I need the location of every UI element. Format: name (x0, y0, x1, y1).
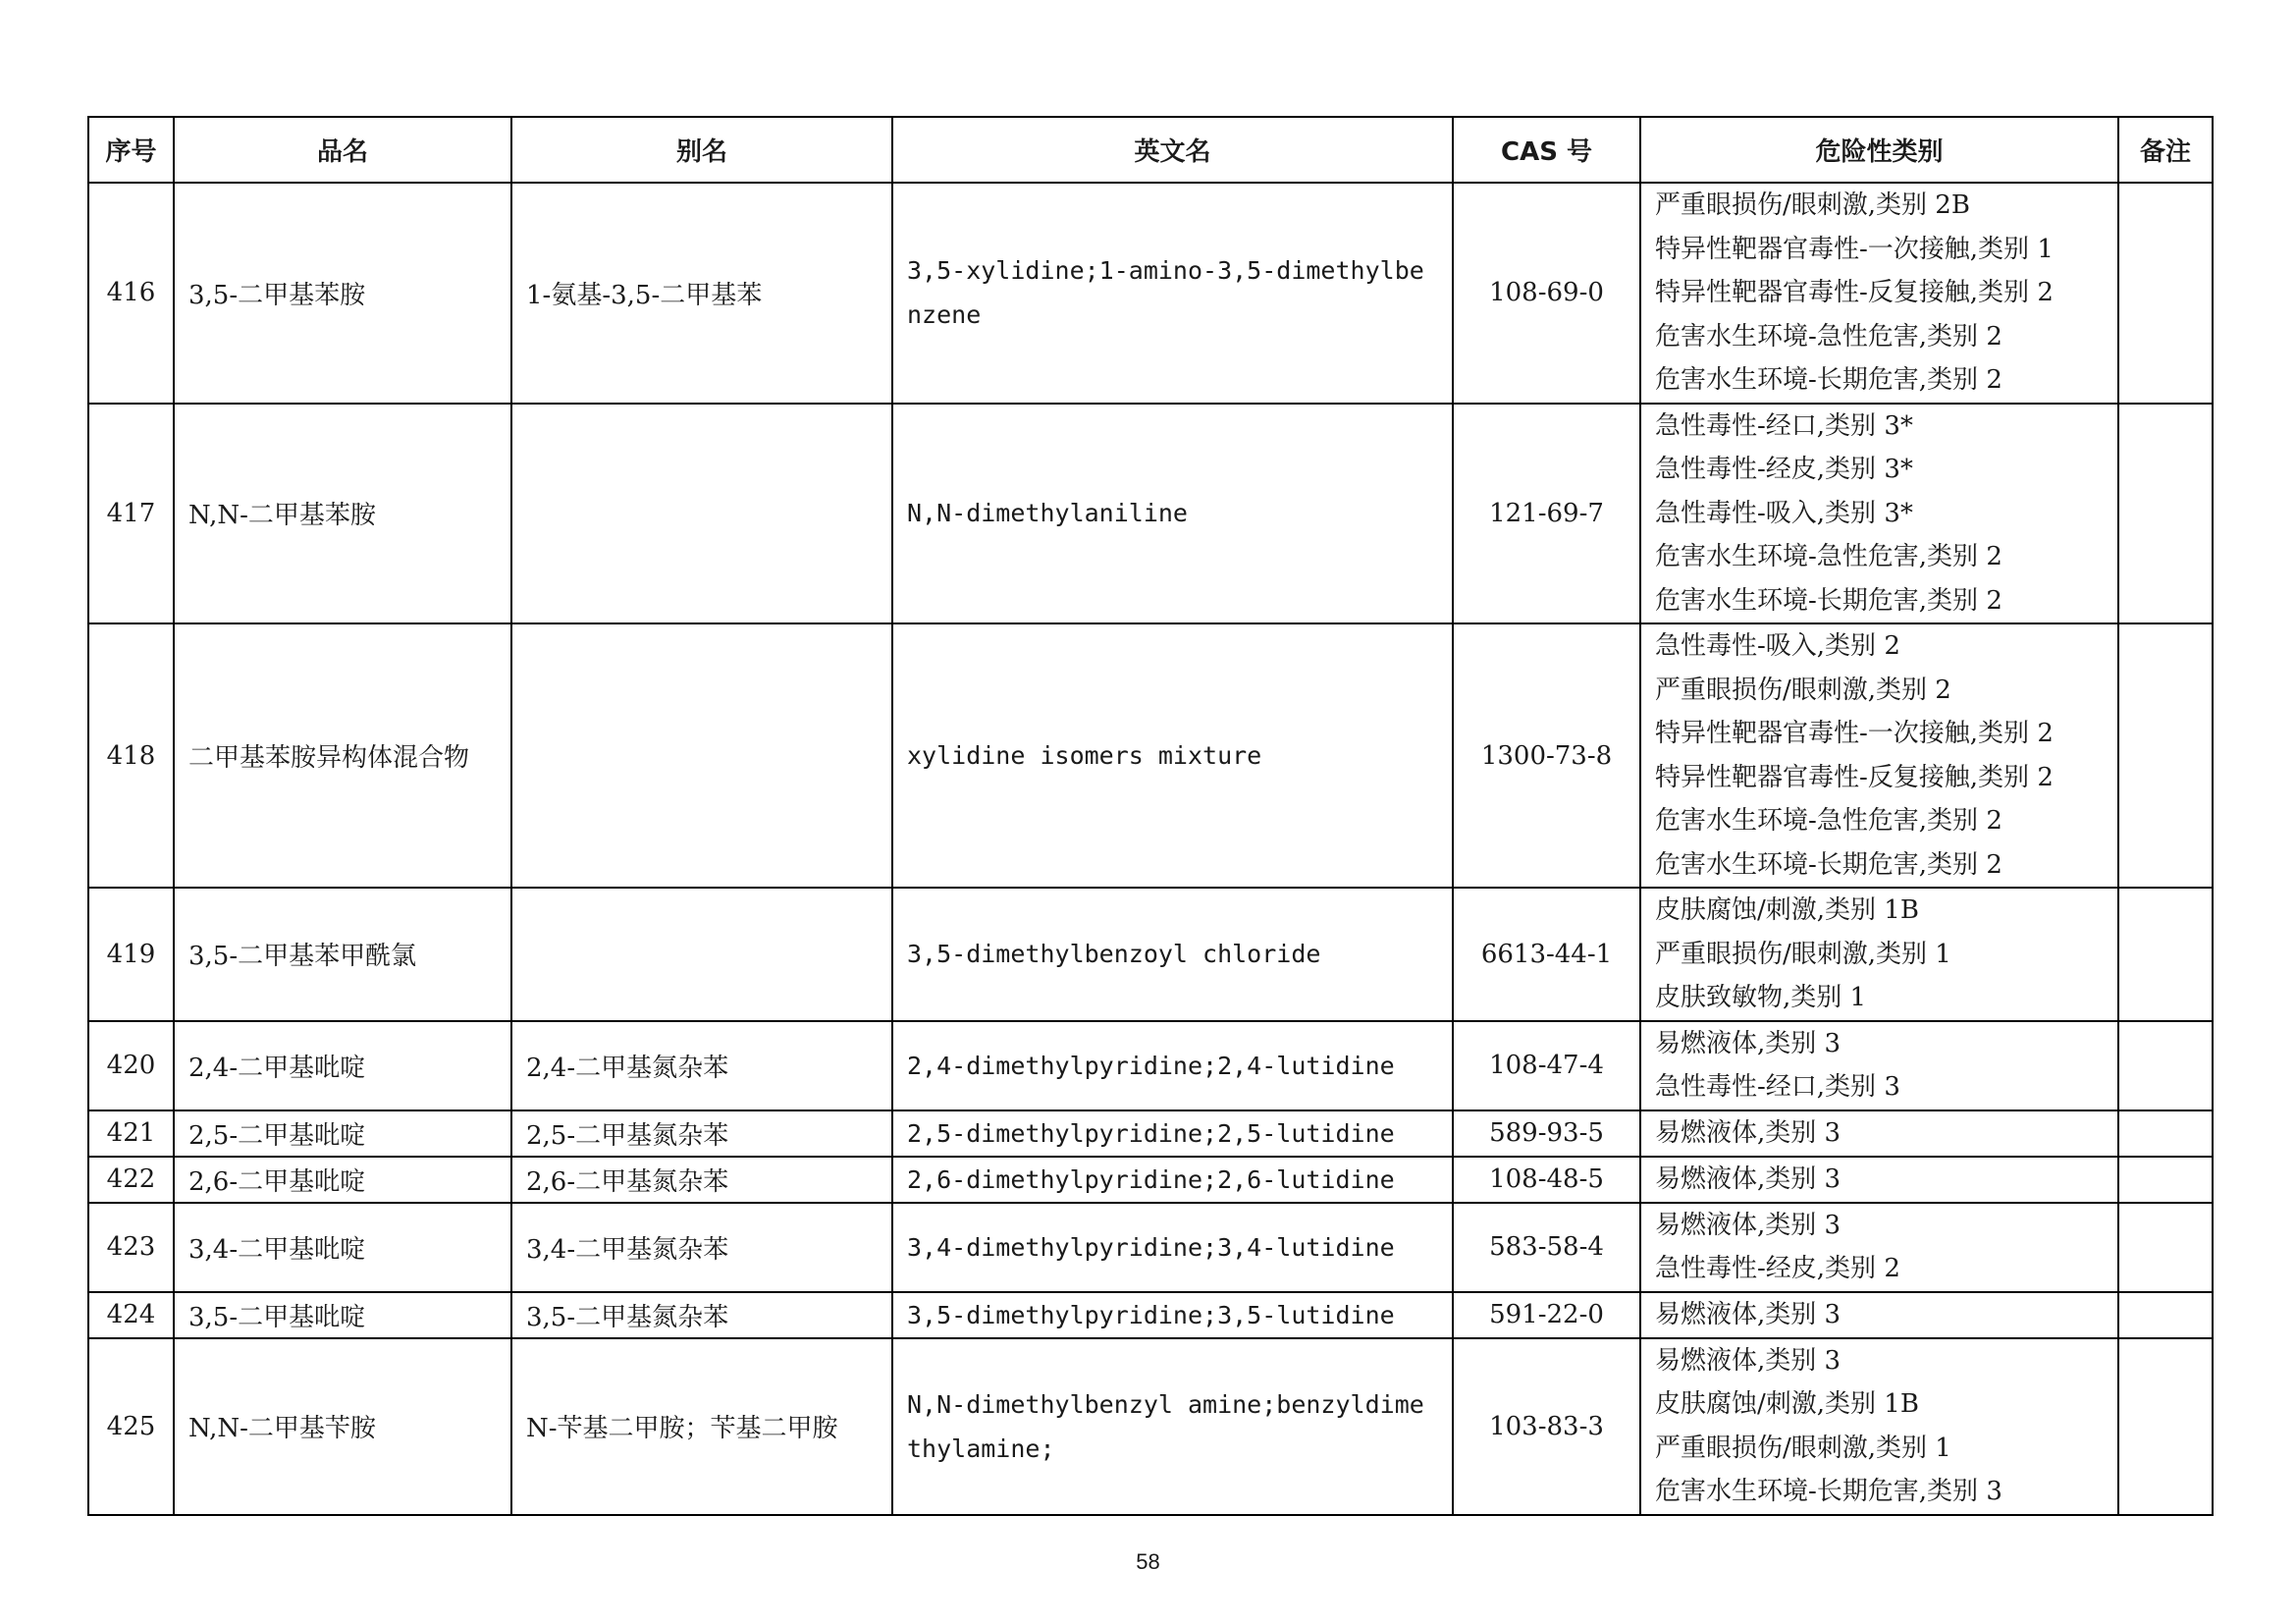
cell-hazard (1640, 1021, 2118, 1110)
table-row (88, 888, 2213, 1021)
hazard-line: 易燃液体,类别 3 (1655, 1164, 1842, 1194)
cell-english: 3,4-dimethylpyridine;3,4-lutidine (892, 1203, 1453, 1292)
table-row (88, 1021, 2213, 1110)
header-name: 品名 (174, 117, 511, 183)
cell-name: 3,5-二甲基吡啶 (174, 1292, 511, 1338)
header-cas: CAS 号 (1453, 117, 1640, 183)
cell-no: 421 (88, 1110, 174, 1157)
header-no: 序号 (88, 117, 174, 183)
cell-alias: 3,5-二甲基氮杂苯 (511, 1292, 892, 1338)
cell-alias (511, 623, 892, 888)
table-row (88, 1292, 2213, 1338)
cell-cas: 121-69-7 (1453, 404, 1640, 624)
cell-alias: 2,6-二甲基氮杂苯 (511, 1157, 892, 1203)
hazard-line: 危害水生环境-长期危害,类别 2 (1655, 585, 2002, 616)
cell-english: 3,5-dimethylpyridine;3,5-lutidine (892, 1292, 1453, 1338)
header-hazard: 危险性类别 (1640, 117, 2118, 183)
hazard-line: 危害水生环境-长期危害,类别 2 (1655, 849, 2002, 880)
cell-name: N,N-二甲基苯胺 (174, 404, 511, 624)
hazard-line: 特异性靶器官毒性-一次接触,类别 1 (1655, 234, 2054, 264)
cell-no: 424 (88, 1292, 174, 1338)
hazard-line: 危害水生环境-长期危害,类别 3 (1655, 1477, 2002, 1506)
cell-english: 3,5-dimethylbenzoyl chloride (892, 888, 1453, 1021)
cell-cas: 6613-44-1 (1453, 888, 1640, 1021)
hazard-line: 特异性靶器官毒性-反复接触,类别 2 (1655, 278, 2054, 307)
cell-no: 423 (88, 1203, 174, 1292)
cell-name: 3,5-二甲基苯甲酰氯 (174, 888, 511, 1021)
header-english: 英文名 (892, 117, 1453, 183)
cell-name: 3,4-二甲基吡啶 (174, 1203, 511, 1292)
cell-cas: 591-22-0 (1453, 1292, 1640, 1338)
hazard-line: 易燃液体,类别 3 (1655, 1345, 1842, 1376)
cell-english: N,N-dimethylbenzyl amine;benzyldimethylamine; (892, 1338, 1453, 1515)
cell-cas: 108-48-5 (1453, 1157, 1640, 1203)
table-row (88, 183, 2213, 404)
hazard-line: 易燃液体,类别 3 (1655, 1299, 1842, 1329)
cell-no: 420 (88, 1021, 174, 1110)
cell-cas: 583-58-4 (1453, 1203, 1640, 1292)
cell-remark (2118, 1021, 2213, 1110)
cell-name: 2,4-二甲基吡啶 (174, 1021, 511, 1110)
cell-hazard (1640, 888, 2118, 1021)
cell-cas: 1300-73-8 (1453, 623, 1640, 888)
cell-english: 3,5-xylidine;1-amino-3,5-dimethylbenzene (892, 183, 1453, 404)
cell-english: 2,6-dimethylpyridine;2,6-lutidine (892, 1157, 1453, 1203)
header-remark: 备注 (2118, 117, 2213, 183)
cell-remark (2118, 1292, 2213, 1338)
cell-alias: 3,4-二甲基氮杂苯 (511, 1203, 892, 1292)
hazard-line: 急性毒性-经皮,类别 2 (1655, 1254, 1900, 1283)
cell-hazard (1640, 1338, 2118, 1515)
cell-remark (2118, 623, 2213, 888)
cell-english: 2,5-dimethylpyridine;2,5-lutidine (892, 1110, 1453, 1157)
hazard-line: 特异性靶器官毒性-反复接触,类别 2 (1655, 762, 2054, 792)
hazard-line: 易燃液体,类别 3 (1655, 1117, 1842, 1148)
cell-hazard (1640, 404, 2118, 624)
cell-english: 2,4-dimethylpyridine;2,4-lutidine (892, 1021, 1453, 1110)
hazard-line: 危害水生环境-急性危害,类别 2 (1655, 542, 2002, 571)
table-row (88, 1338, 2213, 1515)
cell-no: 422 (88, 1157, 174, 1203)
cell-english: xylidine isomers mixture (892, 623, 1453, 888)
hazard-line: 急性毒性-经皮,类别 3* (1655, 455, 1913, 484)
cell-cas: 103-83-3 (1453, 1338, 1640, 1515)
table-body (88, 183, 2213, 1515)
cell-alias: 2,4-二甲基氮杂苯 (511, 1021, 892, 1110)
hazard-line: 易燃液体,类别 3 (1655, 1028, 1842, 1058)
cell-name: 2,5-二甲基吡啶 (174, 1110, 511, 1157)
cell-hazard (1640, 1292, 2118, 1338)
hazard-line: 易燃液体,类别 3 (1655, 1210, 1842, 1240)
cell-remark (2118, 1157, 2213, 1203)
header-row (88, 117, 2213, 183)
cell-cas: 108-47-4 (1453, 1021, 1640, 1110)
cell-no: 416 (88, 183, 174, 404)
cell-alias: N-苄基二甲胺；苄基二甲胺 (511, 1338, 892, 1515)
hazard-line: 急性毒性-经口,类别 3* (1655, 410, 1913, 441)
cell-name: N,N-二甲基苄胺 (174, 1338, 511, 1515)
hazard-line: 严重眼损伤/眼刺激,类别 1 (1655, 1433, 1951, 1463)
cell-remark (2118, 404, 2213, 624)
hazard-line: 危害水生环境-长期危害,类别 2 (1655, 365, 2002, 395)
cell-name: 二甲基苯胺异构体混合物 (174, 623, 511, 888)
table-row (88, 1203, 2213, 1292)
hazard-line: 特异性靶器官毒性-一次接触,类别 2 (1655, 719, 2054, 748)
cell-alias: 1-氨基-3,5-二甲基苯 (511, 183, 892, 404)
hazard-line: 皮肤腐蚀/刺激,类别 1B (1655, 1389, 1919, 1419)
table-row (88, 623, 2213, 888)
hazard-line: 急性毒性-经口,类别 3 (1655, 1072, 1900, 1102)
cell-no: 419 (88, 888, 174, 1021)
hazard-line: 急性毒性-吸入,类别 3* (1655, 498, 1913, 528)
table-row (88, 1110, 2213, 1157)
cell-name: 3,5-二甲基苯胺 (174, 183, 511, 404)
cell-hazard (1640, 623, 2118, 888)
cell-cas: 108-69-0 (1453, 183, 1640, 404)
cell-alias (511, 404, 892, 624)
cell-hazard (1640, 1157, 2118, 1203)
cell-alias: 2,5-二甲基氮杂苯 (511, 1110, 892, 1157)
hazard-line: 急性毒性-吸入,类别 2 (1655, 631, 1900, 661)
hazard-line: 皮肤致敏物,类别 1 (1655, 983, 1867, 1012)
hazard-line: 皮肤腐蚀/刺激,类别 1B (1655, 895, 1919, 925)
table-row (88, 404, 2213, 624)
hazard-line: 严重眼损伤/眼刺激,类别 2B (1655, 190, 1970, 220)
cell-remark (2118, 1203, 2213, 1292)
cell-hazard (1640, 1110, 2118, 1157)
cell-remark (2118, 1110, 2213, 1157)
cell-alias (511, 888, 892, 1021)
cell-english: N,N-dimethylaniline (892, 404, 1453, 624)
cell-cas: 589-93-5 (1453, 1110, 1640, 1157)
hazard-line: 危害水生环境-急性危害,类别 2 (1655, 321, 2002, 352)
cell-name: 2,6-二甲基吡啶 (174, 1157, 511, 1203)
hazard-line: 危害水生环境-急性危害,类别 2 (1655, 806, 2002, 836)
cell-hazard (1640, 1203, 2118, 1292)
table-row (88, 1157, 2213, 1203)
page-number: 58 (1136, 1549, 1160, 1574)
cell-no: 418 (88, 623, 174, 888)
cell-no: 417 (88, 404, 174, 624)
cell-remark (2118, 183, 2213, 404)
cell-remark (2118, 888, 2213, 1021)
cell-remark (2118, 1338, 2213, 1515)
cell-no: 425 (88, 1338, 174, 1515)
cell-hazard (1640, 183, 2118, 404)
header-alias: 别名 (511, 117, 892, 183)
hazard-line: 严重眼损伤/眼刺激,类别 1 (1655, 939, 1951, 969)
hazard-line: 严重眼损伤/眼刺激,类别 2 (1655, 675, 1951, 705)
chemical-table (87, 116, 2214, 1516)
